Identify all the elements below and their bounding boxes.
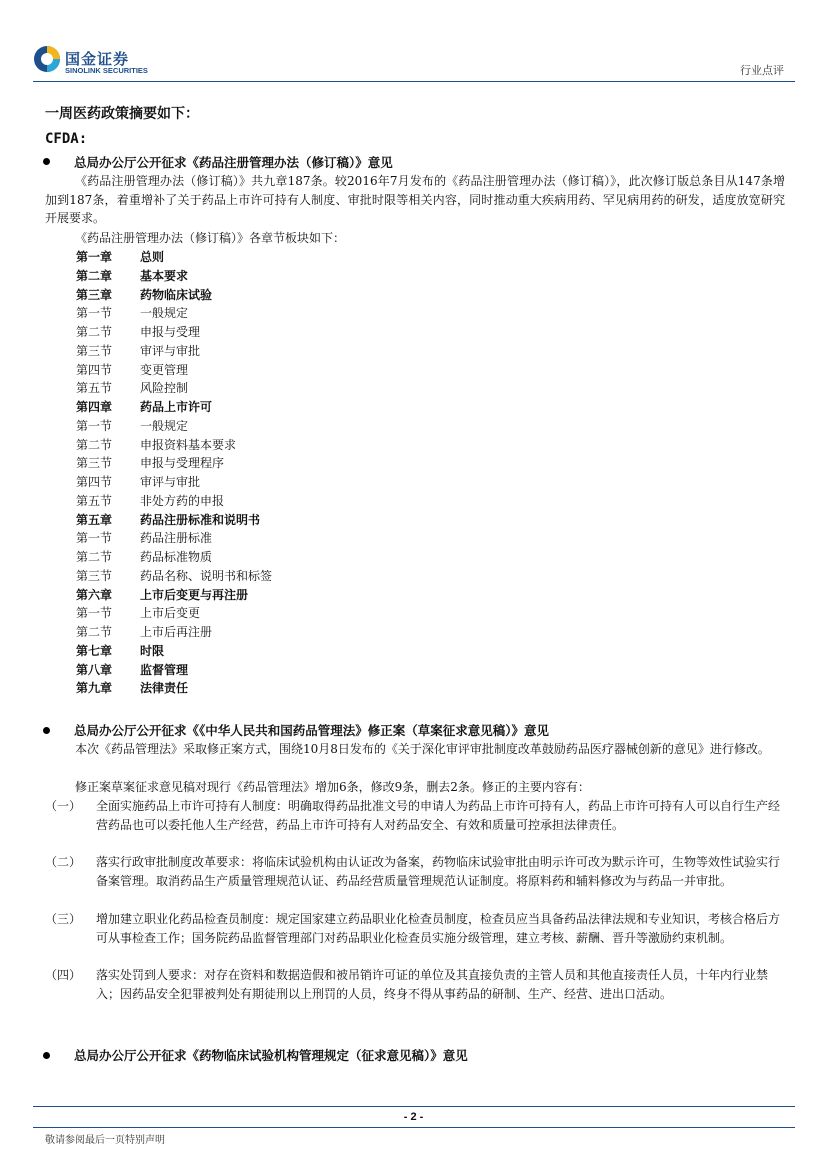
bullet-3-title: 总局办公厅公开征求《药物临床试验机构管理规定（征求意见稿）》意见 xyxy=(74,1048,468,1063)
chapter-number: 第七章 xyxy=(76,643,113,658)
chapter-title: 上市后变更 xyxy=(140,606,201,621)
chapter-number: 第一节 xyxy=(76,606,113,621)
bullet-1-title: 总局办公厅公开征求《药品注册管理办法（修订稿）》意见 xyxy=(74,155,393,170)
chapter-title: 基本要求 xyxy=(140,268,189,283)
chapter-title: 一般规定 xyxy=(140,306,189,321)
chapter-title: 风险控制 xyxy=(140,381,189,396)
chapter-number: 第二章 xyxy=(76,268,113,283)
chapter-title: 变更管理 xyxy=(140,362,189,377)
amendment-text: 落实行政审批制度改革要求：将临床试验机构由认证改为备案，药物临床试验审批由明示许可改为默示许可，生物等效性试验实行备案管理。取消药品生产质量管理规范认证、药品经营质量管理规范认证制度。将原料药和辅料修改为与药品一并审批。 xyxy=(96,855,781,888)
report-type: 行业点评 xyxy=(740,64,784,77)
chapter-title: 审评与审批 xyxy=(140,475,201,489)
bullet-1-paragraph-2: 《药品注册管理办法（修订稿）》各章节板块如下： xyxy=(75,231,346,245)
chapter-title: 一般规定 xyxy=(140,418,189,433)
chapter-number: 第二节 xyxy=(76,437,113,452)
chapter-title: 法律责任 xyxy=(140,681,189,696)
bullet-2-paragraph-2: 修正案草案征求意见稿对现行《药品管理法》增加6条，修改9条，删去2条。修正的主要内容有： xyxy=(75,780,590,794)
chapter-number: 第二节 xyxy=(76,625,113,639)
footer-divider xyxy=(33,1127,795,1128)
bullet-2-title: 总局办公厅公开征求《《中华人民共和国药品管理法》修正案（草案征求意见稿）》意见 xyxy=(74,723,550,738)
bullet-icon xyxy=(43,727,50,734)
chapter-title: 申报与受理 xyxy=(140,325,201,339)
chapter-number: 第一节 xyxy=(76,306,113,321)
chapter-title: 上市后再注册 xyxy=(140,625,213,639)
chapter-title: 药品上市许可 xyxy=(140,400,213,414)
chapter-title: 监督管理 xyxy=(140,662,189,677)
chapter-number: 第九章 xyxy=(76,681,113,696)
chapter-number: 第八章 xyxy=(76,662,113,677)
chapter-title: 审评与审批 xyxy=(140,343,201,358)
chapter-number: 第三节 xyxy=(76,456,113,471)
section-title: 一周医药政策摘要如下： xyxy=(45,106,199,122)
chapter-number: 第二节 xyxy=(76,550,113,564)
chapter-number: 第五章 xyxy=(76,512,113,527)
bullet-icon xyxy=(43,1052,50,1059)
amendment-text: 增加建立职业化药品检查员制度：规定国家建立药品职业化检查员制度，检查员应当具备药品法律法规和专业知识，考核合格后方可从事检查工作；国务院药品监督管理部门对药品职业化检查员实施分级管理，建立考核、薪酬、晋升等激励约束机制。 xyxy=(96,912,781,945)
chapter-number: 第三节 xyxy=(76,343,113,358)
chapter-title: 非处方药的申报 xyxy=(140,493,225,508)
chapter-title: 上市后变更与再注册 xyxy=(140,587,249,602)
logo-chinese-name: 国金证券 xyxy=(65,50,130,68)
chapter-title: 药物临床试验 xyxy=(140,287,213,302)
chapter-number: 第四节 xyxy=(76,362,113,377)
chapter-number: 第四节 xyxy=(76,475,113,489)
chapter-number: 第三章 xyxy=(76,287,113,302)
chapter-number: 第一节 xyxy=(76,418,113,433)
amendment-text: 全面实施药品上市许可持有人制度：明确取得药品批准文号的申请人为药品上市许可持有人，药品上市许可持有人可以自行生产经营药品也可以委托他人生产经营，药品上市许可持有人对药品安全、有效和质量可控承担法律责任。 xyxy=(96,799,781,832)
chapter-title: 药品名称、说明书和标签 xyxy=(140,568,273,583)
cfda-label: CFDA: xyxy=(45,131,88,147)
bullet-2-paragraph-1: 本次《药品管理法》采取修正案方式，围绕10月8日发布的《关于深化审评审批制度改革鼓励药品医疗器械创新的意见》进行修改。 xyxy=(75,742,770,756)
chapter-number: 第一章 xyxy=(76,250,113,264)
bullet-1-paragraph-1: 《药品注册管理办法（修订稿）》共九章187条。较2016年7月发布的《药品注册管理办法（修订稿）》，此次修订版总条目从147条增加到187条，着重增补了关于药品上市许可持有人制度、审批时限等相关内容，同时推动重大疾病用药、罕见病用药的研发，适度放宽研究开展要求。 xyxy=(45,174,785,225)
footer-disclaimer: 敬请参阅最后一页特别声明 xyxy=(45,1135,165,1146)
chapter-title: 时限 xyxy=(140,643,165,658)
amendment-number: （一） xyxy=(45,799,82,813)
chapter-number: 第五节 xyxy=(76,493,113,508)
chapter-title: 药品注册标准和说明书 xyxy=(140,512,261,527)
chapter-number: 第一节 xyxy=(76,531,113,546)
logo-english-name: SINOLINK SECURITIES xyxy=(65,66,148,75)
amendment-number: （三） xyxy=(45,912,82,926)
header-divider xyxy=(33,81,795,82)
chapter-number: 第三节 xyxy=(76,568,113,583)
chapter-title: 申报与受理程序 xyxy=(140,456,225,471)
amendment-number: （二） xyxy=(45,855,82,869)
footer-divider xyxy=(33,1106,795,1107)
chapter-number: 第六章 xyxy=(76,587,113,602)
chapter-title: 药品标准物质 xyxy=(140,550,213,564)
bullet-icon xyxy=(43,158,50,165)
chapter-title: 药品注册标准 xyxy=(140,531,213,546)
chapter-number: 第四章 xyxy=(76,400,113,414)
chapter-title: 申报资料基本要求 xyxy=(140,437,237,452)
amendment-number: （四） xyxy=(45,968,82,982)
chapter-title: 总则 xyxy=(140,250,165,264)
chapter-number: 第五节 xyxy=(76,381,113,396)
chapter-number: 第二节 xyxy=(76,325,113,339)
sinolink-logo-icon xyxy=(33,45,61,73)
page-number: - 2 - xyxy=(403,1111,424,1123)
amendment-text: 落实处罚到人要求：对存在资料和数据造假和被吊销许可证的单位及其直接负责的主管人员和其他直接责任人员，十年内行业禁入；因药品安全犯罪被判处有期徒刑以上刑罚的人员，终身不得从事药品的研制、生产、经营、进出口活动。 xyxy=(96,968,769,1001)
